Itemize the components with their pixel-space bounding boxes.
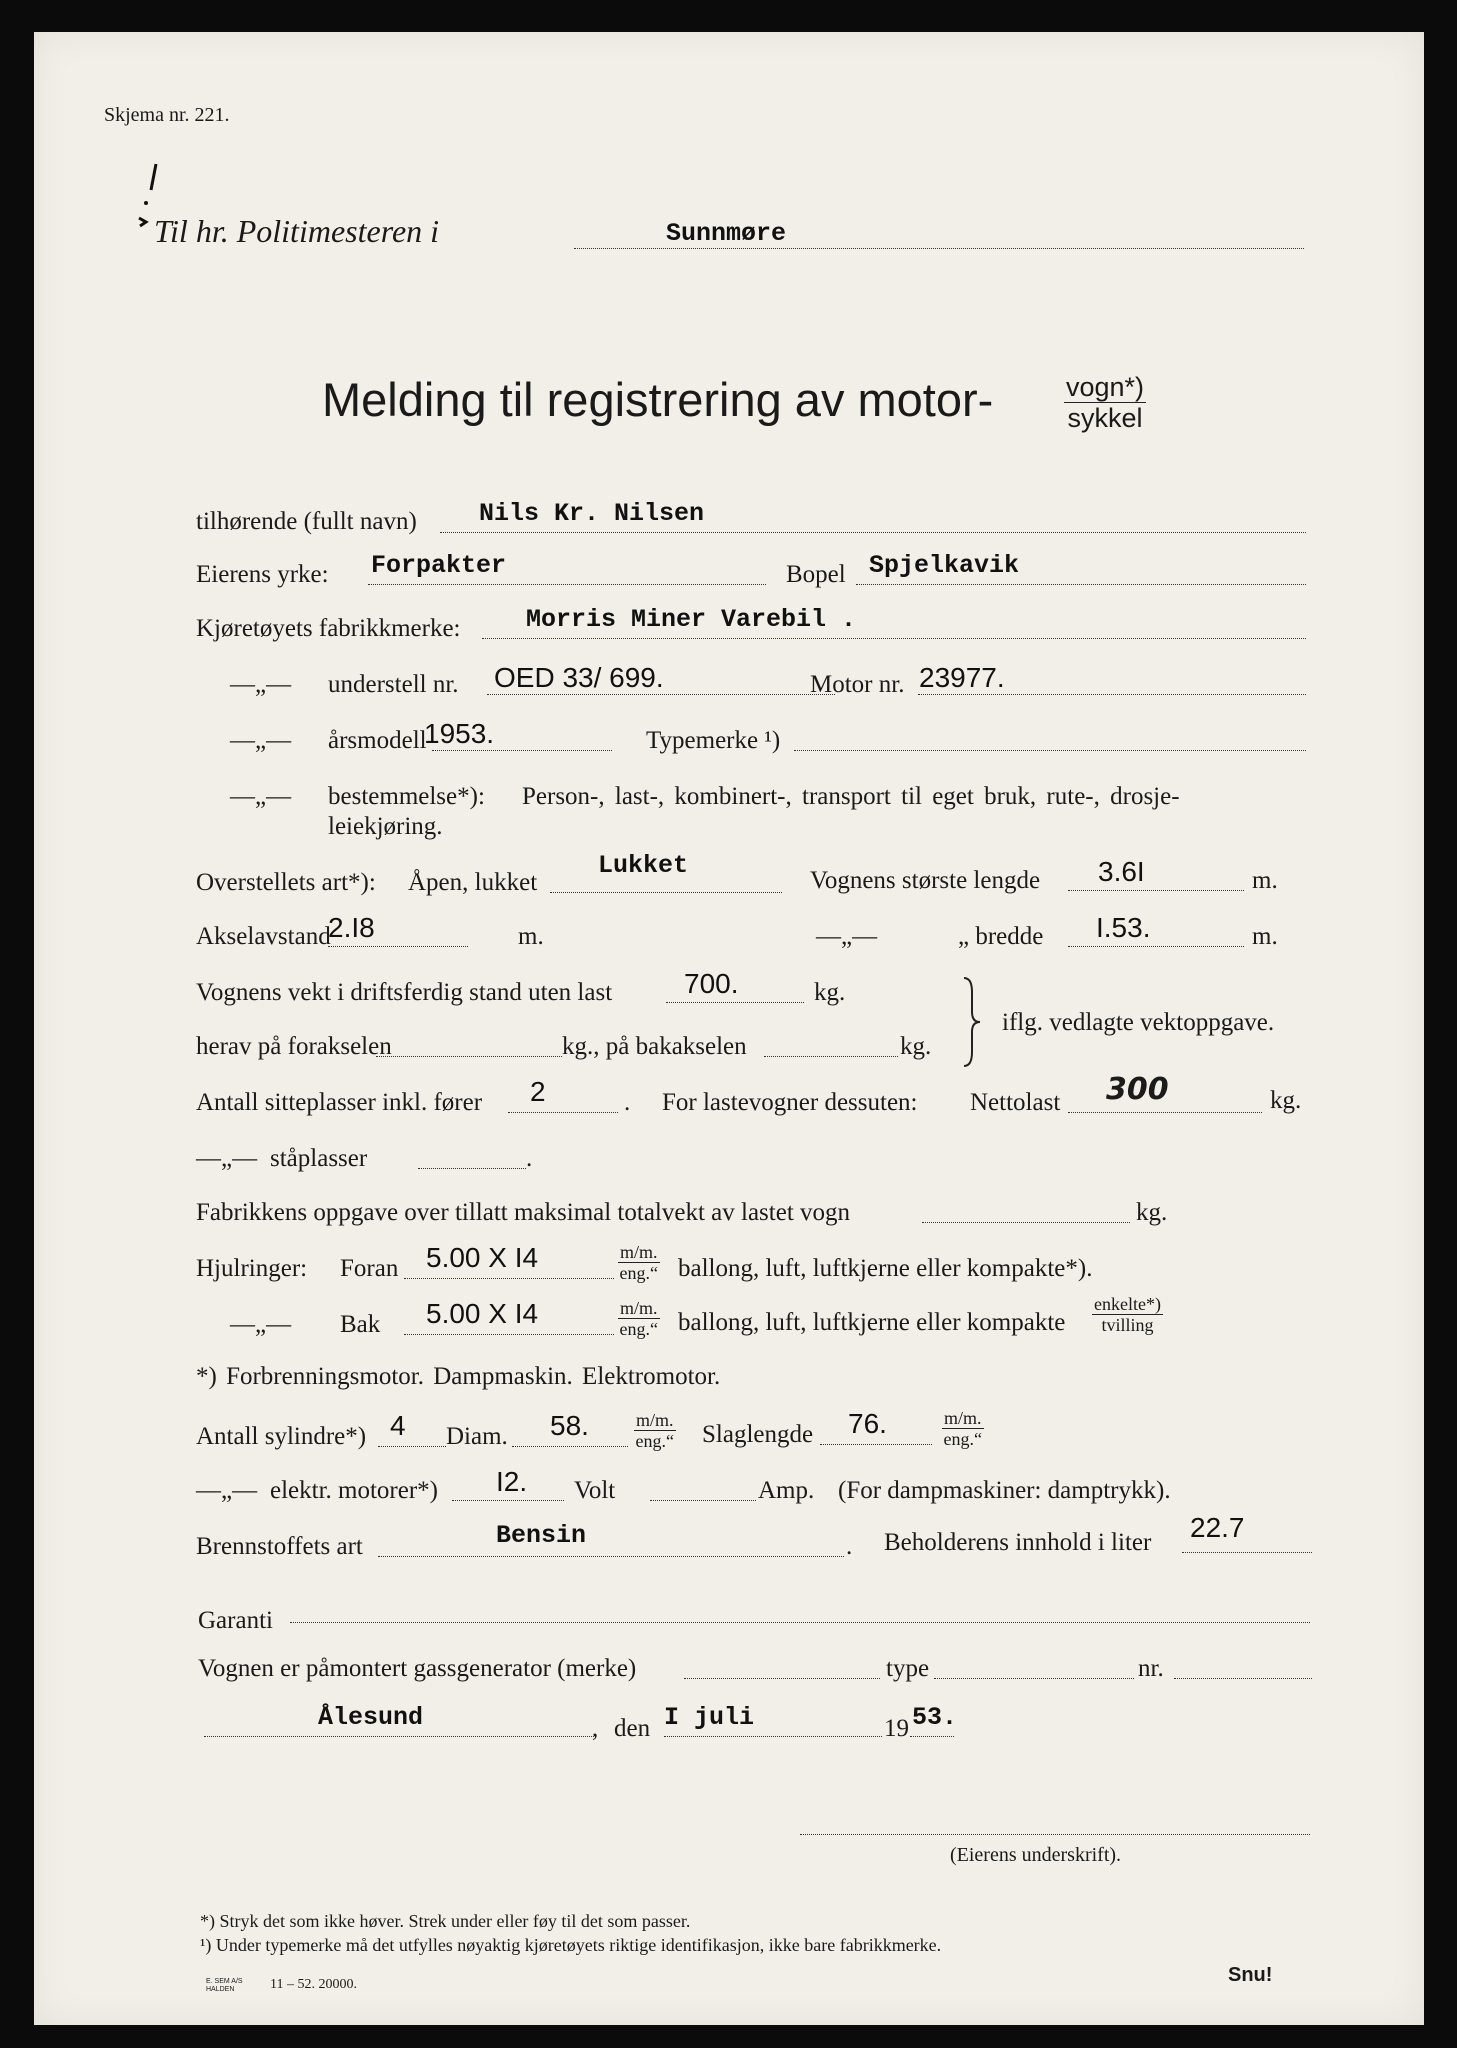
gas-generator-field[interactable] [684, 1650, 880, 1679]
purpose-label: bestemmelse*): [328, 783, 485, 810]
occupation-label: Eierens yrke: [196, 561, 329, 588]
net-load-value: 300 [1106, 1072, 1169, 1107]
tires-rear-fraction [1092, 1294, 1163, 1335]
electric-label: elektr. motorer*) [270, 1477, 438, 1504]
tires-rear-frac-bottom: tvilling [1101, 1315, 1154, 1335]
amp-label: Amp. [758, 1477, 815, 1504]
tank-value: 22.7 [1190, 1512, 1245, 1543]
form-number: Skjema nr. 221. [104, 104, 230, 126]
tank-label: Beholderens innhold i liter [884, 1529, 1152, 1556]
printer-code: 11 – 52. 20000. [270, 1977, 357, 1992]
purpose-options-2: leiekjøring. [328, 813, 443, 840]
title-frac-top: vogn*) [1066, 372, 1145, 402]
fuel-value: Bensin [496, 1521, 587, 1550]
make-label: Kjøretøyets fabrikkmerke: [196, 615, 461, 642]
ditto-mark-4: —„— [816, 923, 878, 950]
stroke-value: 76. [848, 1408, 887, 1439]
max-weight-field[interactable] [922, 1194, 1130, 1223]
weight-value: 700. [684, 968, 739, 999]
tires-front-unit [618, 1242, 660, 1283]
body-type-label: Overstellets art*): [196, 869, 376, 896]
tires-front-label: Foran [340, 1255, 399, 1282]
diam-unit [634, 1410, 676, 1451]
wheelbase-value: 2.I8 [328, 912, 375, 943]
cargo-label: For lastevogner dessuten: [662, 1089, 918, 1116]
tires-rear-unit [618, 1298, 660, 1339]
type-mark-label: Typemerke ¹) [646, 727, 781, 754]
diam-value: 58. [550, 1410, 589, 1441]
wheelbase-label: Akselavstand [196, 923, 331, 950]
place-value: Ålesund [318, 1703, 424, 1732]
tires-rear-value: 5.00 X I4 [426, 1298, 539, 1329]
den-label: den [614, 1715, 651, 1742]
registration-form [34, 32, 1424, 2025]
year-value: 53. [912, 1703, 958, 1732]
steam-note: (For dampmaskiner: damptrykk). [838, 1477, 1171, 1504]
width-field[interactable] [1068, 918, 1244, 947]
tires-label: Hjulringer: [196, 1255, 308, 1282]
title-frac-bottom: sykkel [1067, 403, 1143, 433]
wheelbase-unit: m. [518, 923, 544, 950]
ditto-mark-3: —„— [230, 783, 292, 810]
max-weight-label: Fabrikkens oppgave over tillatt maksimal totalvekt av lastet vogn [196, 1199, 851, 1226]
stroke-unit-top: m/m. [944, 1408, 982, 1428]
guarantee-field[interactable] [290, 1594, 1310, 1623]
tires-front-options: ballong, luft, luftkjerne eller kompakte*). [678, 1255, 1093, 1282]
residence-value: Spjelkavik [869, 551, 1020, 580]
max-weight-unit: kg. [1136, 1199, 1168, 1226]
net-load-label: Nettolast [970, 1089, 1061, 1116]
chassis-label: understell nr. [328, 671, 459, 698]
date-comma: , [592, 1715, 599, 1742]
fuel-label: Brennstoffets art [196, 1533, 363, 1560]
diam-unit-top: m/m. [636, 1410, 674, 1430]
seats-field[interactable] [508, 1084, 618, 1113]
model-year-label: årsmodell [328, 727, 427, 754]
ditto-mark-6: —„— [230, 1311, 292, 1338]
signature-label: (Eierens underskrift). [950, 1844, 1122, 1866]
length-value: 3.6I [1098, 856, 1145, 887]
make-value: Morris Miner Varebil . [526, 605, 857, 634]
seats-value: 2 [530, 1076, 546, 1107]
occupation-value: Forpakter [371, 551, 507, 580]
model-year-value: 1953. [424, 718, 495, 749]
cylinders-field[interactable] [378, 1418, 446, 1447]
tires-front-value: 5.00 X I4 [426, 1242, 539, 1273]
rear-axle-label: kg., på bakakselen [562, 1033, 747, 1060]
signature-field[interactable] [800, 1806, 1310, 1835]
gas-generator-nr-field[interactable] [1174, 1650, 1312, 1679]
tires-rear-unit-bottom: eng.“ [619, 1319, 658, 1339]
fuel-period: . [846, 1533, 853, 1560]
width-value: I.53. [1096, 912, 1151, 943]
year-prefix: 19 [884, 1715, 909, 1742]
standing-period: . [526, 1145, 533, 1172]
tires-front-unit-bottom: eng.“ [619, 1263, 658, 1283]
tires-front-unit-top: m/m. [620, 1242, 658, 1262]
gas-generator-label: Vognen er påmontert gassgenerator (merke) [198, 1655, 637, 1682]
guarantee-label: Garanti [198, 1607, 273, 1634]
cylinders-value: 4 [390, 1410, 406, 1441]
brace-mark [958, 976, 988, 1068]
width-unit: m. [1252, 923, 1278, 950]
seats-label: Antall sitteplasser inkl. fører [196, 1089, 483, 1116]
tires-rear-options: ballong, luft, luftkjerne eller kompakte [678, 1309, 1066, 1336]
printer-name-bottom: HALDEN [206, 1986, 235, 1993]
purpose-options: Person-, last-, kombinert-, transport til eget bruk, rute-, drosje- [522, 783, 1180, 810]
gas-generator-type-field[interactable] [934, 1650, 1134, 1679]
cylinders-label: Antall sylindre*) [196, 1423, 367, 1450]
ditto-mark-7: —„— [196, 1477, 258, 1504]
stroke-unit-bottom: eng.“ [943, 1429, 982, 1449]
diam-unit-bottom: eng.“ [635, 1431, 674, 1451]
body-type-options: Åpen, lukket [408, 869, 538, 896]
gas-generator-nr-label: nr. [1138, 1655, 1164, 1682]
engine-types: *) Forbrenningsmotor. Dampmaskin. Elektromotor. [196, 1363, 721, 1390]
length-unit: m. [1252, 867, 1278, 894]
tires-rear-frac-top: enkelte*) [1094, 1294, 1161, 1314]
weight-note: iflg. vedlagte vektoppgave. [1002, 1009, 1275, 1036]
footnote-1: *) Stryk det som ikke høver. Strek under eller føy til det som passer. [200, 1911, 691, 1931]
electric-value: I2. [496, 1466, 528, 1497]
standing-field[interactable] [418, 1140, 526, 1169]
seats-period: . [624, 1089, 631, 1116]
ditto-mark-1: —„— [230, 671, 292, 698]
date-value: I juli [664, 1703, 755, 1732]
tires-rear-label: Bak [340, 1311, 381, 1338]
net-load-unit: kg. [1270, 1087, 1302, 1114]
motor-label: Motor nr. [810, 671, 905, 698]
residence-label: Bopel [786, 561, 846, 588]
body-type-value: Lukket [598, 851, 689, 880]
volt-label: Volt [574, 1477, 616, 1504]
turn-over-label: Snu! [1228, 1964, 1273, 1986]
standing-label: ståplasser [270, 1145, 368, 1172]
rear-axle-unit: kg. [900, 1033, 932, 1060]
diam-label: Diam. [446, 1423, 508, 1450]
type-mark-field[interactable] [794, 722, 1306, 751]
title-fraction [1064, 372, 1146, 433]
footnote-2: ¹) Under typemerke må det utfylles nøyaktig kjøretøyets riktige identifikasjon, ikke bare fabrikkmerke. [200, 1935, 942, 1955]
printer-name-top: E. SEM A/S [206, 1978, 243, 1985]
form-title: Melding til registrering av motor- [322, 373, 994, 426]
fuel-field[interactable] [378, 1528, 844, 1557]
weight-unit: kg. [814, 979, 846, 1006]
width-label: „ bredde [958, 923, 1044, 950]
length-label: Vognens største lengde [810, 867, 1041, 894]
ditto-mark-2: —„— [230, 727, 292, 754]
front-axle-label: herav på forakselen [196, 1033, 392, 1060]
gas-generator-type-label: type [886, 1655, 930, 1682]
chassis-value: OED 33/ 699. [494, 662, 664, 693]
stroke-unit [942, 1408, 984, 1449]
ditto-mark-5: —„— [196, 1145, 258, 1172]
rear-axle-field[interactable] [764, 1028, 898, 1057]
tires-rear-unit-top: m/m. [620, 1298, 658, 1318]
volt-field[interactable] [650, 1472, 756, 1501]
motor-value: 23977. [919, 662, 1005, 693]
length-field[interactable] [1068, 862, 1244, 891]
weight-label: Vognens vekt i driftsferdig stand uten last [196, 979, 613, 1006]
addressee-prefix: Til hr. Politimesteren i [154, 213, 440, 249]
front-axle-field[interactable] [376, 1028, 562, 1057]
stroke-label: Slaglengde [702, 1421, 814, 1448]
owner-value: Nils Kr. Nilsen [479, 499, 705, 528]
addressee-value: Sunnmøre [666, 219, 787, 248]
owner-label: tilhørende (fullt navn) [196, 508, 417, 535]
